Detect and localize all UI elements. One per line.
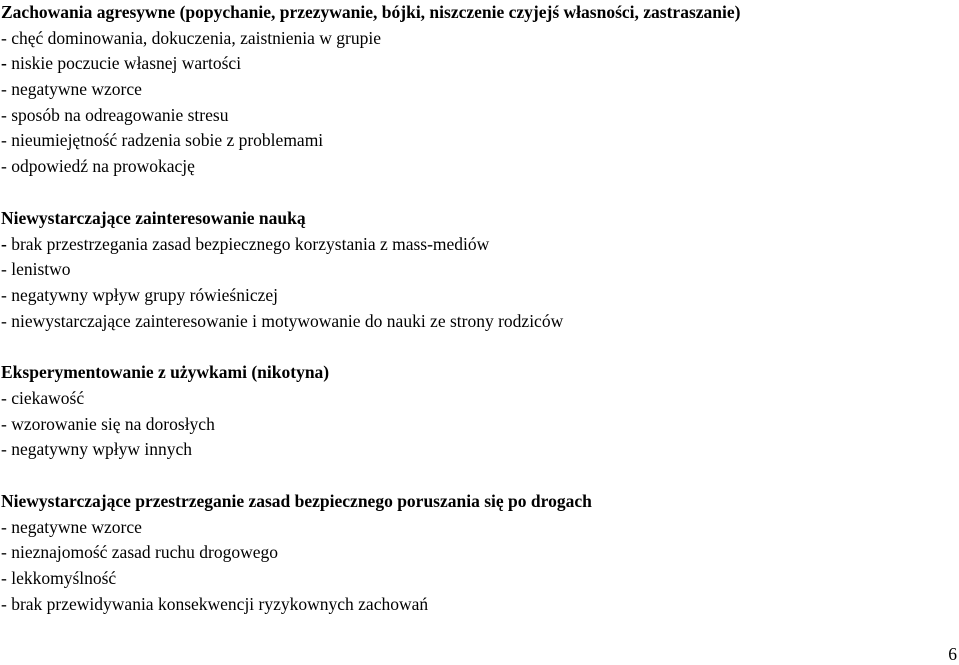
- page-number: 6: [948, 644, 957, 664]
- list-dash: -: [1, 413, 7, 434]
- section-substance-experimenting: [1, 360, 951, 463]
- list-item-text: niskie poczucie własnej wartości: [6, 53, 242, 74]
- list-dash: -: [1, 156, 7, 177]
- list-item-text: negatywne wzorce: [6, 516, 142, 537]
- section-aggressive-behavior: [1, 0, 951, 180]
- list-item: [1, 26, 951, 52]
- list-item: [1, 309, 951, 335]
- list-item-text: brak przestrzegania zasad bezpiecznego korzystania z mass-mediów: [6, 233, 490, 254]
- list-item: [1, 515, 951, 541]
- section-learning-interest: [1, 206, 951, 334]
- list-dash: -: [1, 542, 7, 563]
- list-item: [1, 154, 951, 180]
- list-item-text: lenistwo: [6, 259, 71, 280]
- list-item-text: wzorowanie się na dorosłych: [6, 413, 215, 434]
- list-item-text: chęć dominowania, dokuczenia, zaistnienia w grupie: [6, 27, 381, 48]
- list-dash: -: [1, 27, 7, 48]
- list-dash: -: [1, 130, 7, 151]
- list-dash: -: [1, 259, 7, 280]
- list-item-text: odpowiedź na prowokację: [6, 156, 195, 177]
- list-dash: -: [1, 53, 7, 74]
- list-dash: -: [1, 310, 7, 331]
- list-item: [1, 232, 951, 258]
- list-dash: -: [1, 439, 7, 460]
- document-page: [1, 0, 951, 617]
- list-item: [1, 128, 951, 154]
- list-item-text: negatywny wpływ innych: [6, 439, 193, 460]
- section-heading: Eksperymentowanie z używkami (nikotyna): [1, 362, 330, 383]
- list-item-text: negatywne wzorce: [6, 79, 142, 100]
- list-item-text: nieumiejętność radzenia sobie z problemami: [6, 130, 324, 151]
- list-item: [1, 566, 951, 592]
- list-dash: -: [1, 104, 7, 125]
- list-item: [1, 437, 951, 463]
- list-dash: -: [1, 568, 7, 589]
- list-item-text: negatywny wpływ grupy rówieśniczej: [6, 284, 279, 305]
- section-road-safety: [1, 489, 951, 617]
- list-item: [1, 77, 951, 103]
- list-item-text: ciekawość: [6, 387, 85, 408]
- list-item-text: niewystarczające zainteresowanie i motywowanie do nauki ze strony rodziców: [6, 310, 564, 331]
- list-item-text: brak przewidywania konsekwencji ryzykownych zachowań: [6, 593, 429, 614]
- list-item: [1, 592, 951, 618]
- list-item: [1, 257, 951, 283]
- list-item: [1, 540, 951, 566]
- list-item: [1, 51, 951, 77]
- list-item: [1, 103, 951, 129]
- list-item: [1, 386, 951, 412]
- section-heading: Niewystarczające przestrzeganie zasad bezpiecznego poruszania się po drogach: [1, 491, 592, 511]
- list-dash: -: [1, 387, 7, 408]
- list-item: [1, 283, 951, 309]
- section-heading: Zachowania agresywne (popychanie, przezywanie, bójki, niszczenie czyjejś własności, zastraszanie): [1, 2, 741, 22]
- list-dash: -: [1, 284, 7, 305]
- list-dash: -: [1, 79, 7, 100]
- list-item-text: nieznajomość zasad ruchu drogowego: [6, 542, 278, 563]
- list-item-text: lekkomyślność: [6, 568, 117, 589]
- list-item-text: sposób na odreagowanie stresu: [6, 104, 229, 125]
- list-item: [1, 412, 951, 438]
- list-dash: -: [1, 233, 7, 254]
- section-heading: Niewystarczające zainteresowanie nauką: [1, 207, 306, 228]
- list-dash: -: [1, 593, 7, 614]
- list-dash: -: [1, 516, 7, 537]
